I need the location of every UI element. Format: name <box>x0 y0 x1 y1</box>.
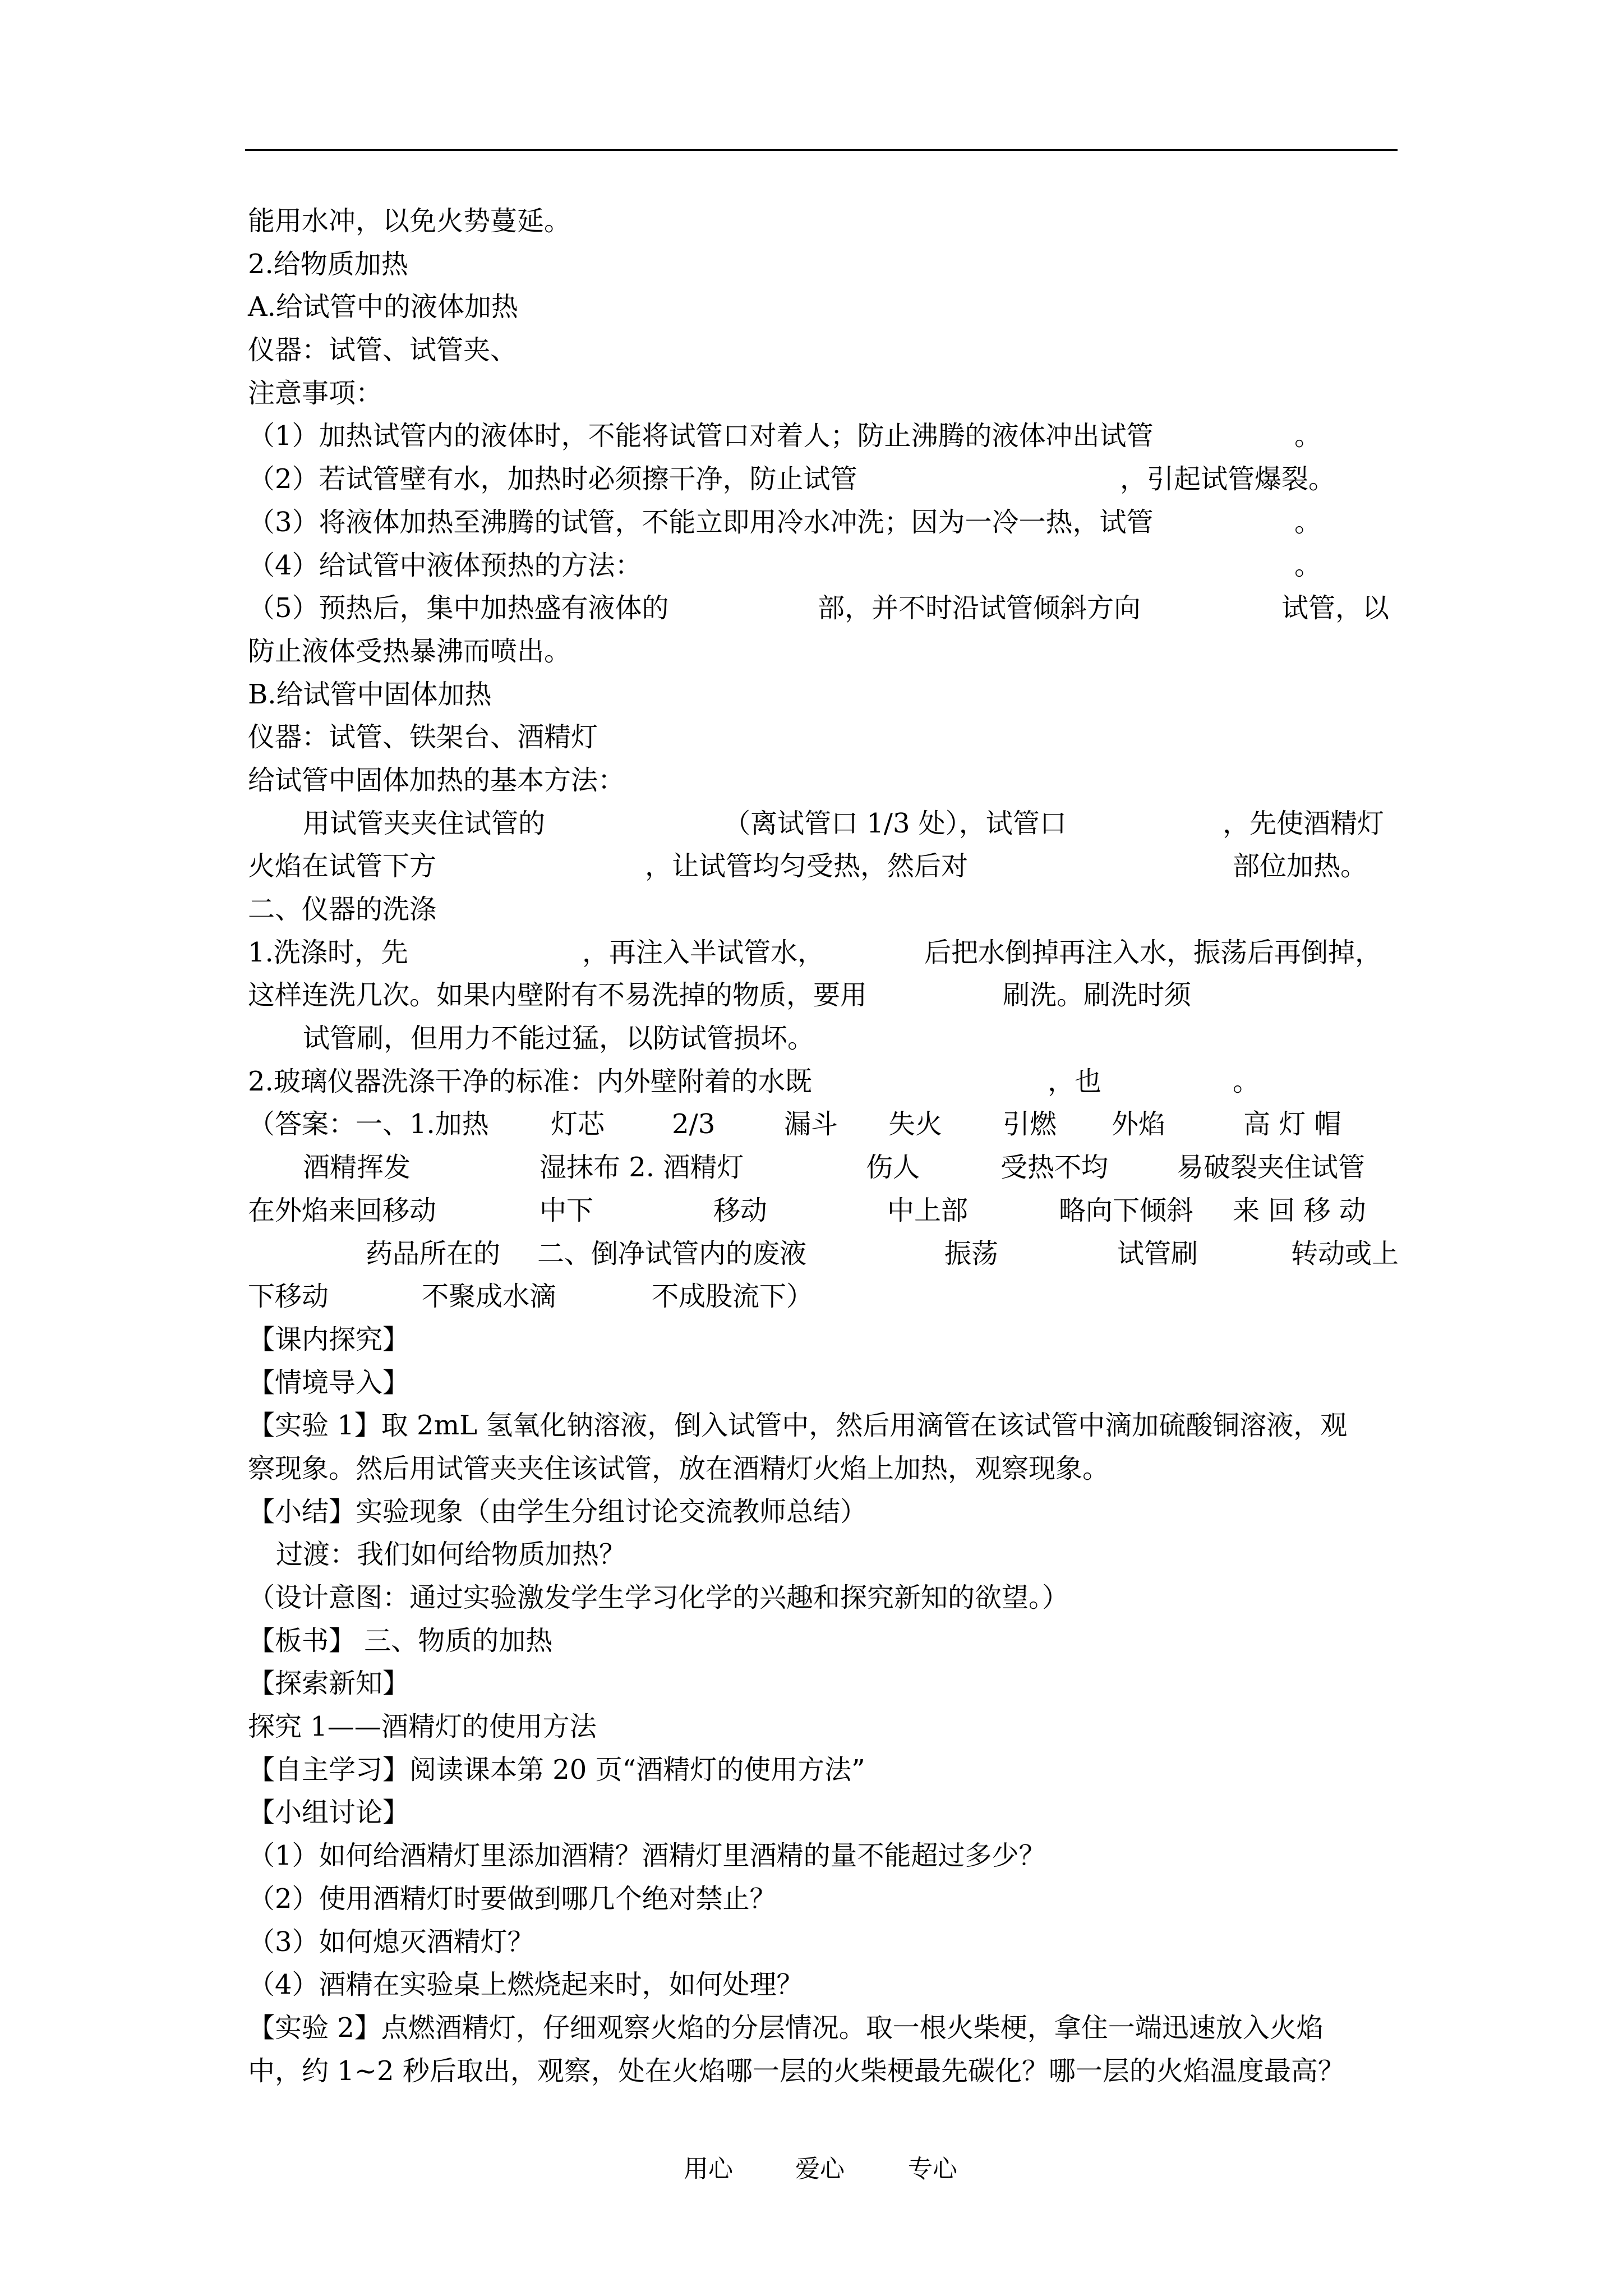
answer-text: 受热不均 <box>1000 1152 1109 1184</box>
text-line <box>248 1576 1403 1619</box>
text: （3）将液体加热至沸腾的试管，不能立即用冷水冲洗；因为一冷一热，试管 <box>248 506 1154 538</box>
text-line <box>248 1705 1403 1749</box>
answer-line <box>248 1189 1403 1232</box>
text: 2.给物质加热 <box>248 248 408 280</box>
text-line <box>248 200 1403 243</box>
answer-text: 来 回 移 动 <box>1233 1194 1366 1226</box>
answer-text: 湿抹布 2. 酒精灯 <box>540 1152 744 1184</box>
text: 过渡：我们如何给物质加热？ <box>276 1539 626 1571</box>
text: 中，约 1~2 秒后取出，观察，处在火焰哪一层的火柴梗最先碳化？哪一层的火焰温度最高？ <box>248 2055 1345 2087</box>
answer-text: 振荡 <box>944 1237 999 1269</box>
text: 给试管中固体加热的基本方法： <box>248 764 625 796</box>
text-line <box>248 329 1403 372</box>
text-line <box>248 1619 1403 1663</box>
question-line <box>248 1963 1403 2007</box>
text: ，引起试管爆裂。 <box>1120 463 1336 495</box>
text: 2.玻璃仪器洗涤干净的标准：内外壁附着的水既 <box>248 1065 812 1097</box>
text: 【自主学习】阅读课本第 20 页“酒精灯的使用方法” <box>248 1754 865 1786</box>
text-line <box>248 1749 1403 1792</box>
text: （3）如何熄灭酒精灯？ <box>248 1926 534 1958</box>
bracket-heading <box>248 1791 1403 1834</box>
text: （4）给试管中液体预热的方法： <box>248 549 642 581</box>
fill-blank-line <box>248 931 1403 974</box>
text: 察现象。然后用试管夹夹住该试管，放在酒精灯火焰上加热，观察现象。 <box>248 1452 1110 1484</box>
text: 【情境导入】 <box>248 1366 410 1398</box>
section-heading <box>248 243 1403 286</box>
text: 。 <box>1233 1065 1260 1097</box>
text: 火焰在试管下方 <box>248 850 437 882</box>
text: （1）加热试管内的液体时，不能将试管口对着人；防止沸腾的液体冲出试管 <box>248 420 1154 452</box>
page-footer <box>0 2148 1623 2188</box>
text-line <box>248 759 1403 802</box>
text: 【板书】 三、物质的加热 <box>248 1625 553 1657</box>
text: A.给试管中的液体加热 <box>248 291 518 323</box>
question-line <box>248 1921 1403 1964</box>
text-line <box>248 630 1403 673</box>
footer-text: 爱心 <box>795 2155 845 2183</box>
text: 。 <box>1294 420 1322 452</box>
answer-text: 转动或上 <box>1291 1237 1399 1269</box>
text: （1）如何给酒精灯里添加酒精？酒精灯里酒精的量不能超过多少？ <box>248 1840 1046 1872</box>
text: （2）若试管壁有水，加热时必须擦干净，防止试管 <box>248 463 857 495</box>
answer-text: 在外焰来回移动 <box>248 1194 437 1226</box>
answer-text: 下移动 <box>248 1281 329 1313</box>
text: 【实验 1】取 2mL 氢氧化钠溶液，倒入试管中，然后用滴管在该试管中滴加硫酸铜溶液，观 <box>248 1410 1348 1442</box>
answer-text: 酒精挥发 <box>303 1152 411 1184</box>
text-line <box>248 716 1403 759</box>
answer-text: 2/3 <box>672 1108 716 1140</box>
answer-text: 中上部 <box>887 1194 969 1226</box>
answer-text: 高 灯 帽 <box>1243 1108 1341 1140</box>
text: 防止液体受热暴沸而喷出。 <box>248 635 571 667</box>
subsection-heading <box>248 673 1403 716</box>
text: 二、仪器的洗涤 <box>248 894 437 925</box>
text: （4）酒精在实验桌上燃烧起来时，如何处理？ <box>248 1969 804 2001</box>
bracket-heading <box>248 1361 1403 1405</box>
answer-line <box>248 1103 1403 1146</box>
subsection-heading <box>248 286 1403 329</box>
text: 注意事项： <box>248 377 383 409</box>
text-line <box>248 1533 1403 1576</box>
fill-blank-line <box>248 458 1403 501</box>
text: （离试管口 1/3 处），试管口 <box>723 807 1067 839</box>
text: 这样连洗几次。如果内壁附有不易洗掉的物质，要用 <box>248 979 868 1011</box>
answer-text: 移动 <box>713 1194 768 1226</box>
text: ，再注入半试管水， <box>582 936 825 968</box>
fill-blank-line <box>248 587 1403 630</box>
answer-line <box>248 1146 1403 1189</box>
text: 用试管夹夹住试管的 <box>303 807 546 839</box>
bracket-heading <box>248 1318 1403 1361</box>
text-line <box>248 372 1403 415</box>
answer-text: 药品所在的 <box>366 1237 501 1269</box>
answer-text: 不聚成水滴 <box>422 1281 557 1313</box>
answer-text: 外焰 <box>1112 1108 1166 1140</box>
text: （2）使用酒精灯时要做到哪几个绝对禁止？ <box>248 1883 777 1915</box>
answer-line <box>248 1275 1403 1318</box>
text: （设计意图：通过实验激发学生学习化学的兴趣和探究新知的欲望。） <box>248 1582 1069 1613</box>
text: 试管刷，但用力不能过猛，以防试管损坏。 <box>303 1023 815 1055</box>
text-line <box>248 1404 1403 1447</box>
fill-blank-line <box>248 501 1403 544</box>
fill-blank-line <box>248 544 1403 587</box>
text-line <box>248 1490 1403 1534</box>
answer-text: 试管刷 <box>1117 1237 1198 1269</box>
text: 试管，以 <box>1281 592 1390 624</box>
answer-text: 失火 <box>888 1108 943 1140</box>
fill-blank-line <box>248 415 1403 458</box>
text: 仪器：试管、铁架台、酒精灯 <box>248 721 598 753</box>
document-body <box>248 200 1403 2092</box>
text: 能用水冲，以免火势蔓延。 <box>248 205 571 237</box>
text: 。 <box>1294 549 1322 581</box>
text: 【课内探究】 <box>248 1323 410 1355</box>
text-line <box>248 2007 1403 2050</box>
question-line <box>248 1834 1403 1878</box>
answer-text: 灯芯 <box>551 1108 605 1140</box>
text: 部位加热。 <box>1233 850 1368 882</box>
text-line <box>248 1447 1403 1490</box>
text: 刷洗。刷洗时须 <box>1003 979 1192 1011</box>
text: 仪器：试管、试管夹、 <box>248 334 518 366</box>
text: 【小结】实验现象（由学生分组讨论交流教师总结） <box>248 1496 868 1527</box>
answer-text: 引燃 <box>1003 1108 1057 1140</box>
text: ，先使酒精灯 <box>1223 807 1385 839</box>
text: ，也 <box>1048 1065 1102 1097</box>
text: 后把水倒掉再注入水，振荡后再倒掉， <box>924 936 1382 968</box>
text: ，让试管均匀受热，然后对 <box>645 850 969 882</box>
answer-line <box>248 1232 1403 1276</box>
text: 。 <box>1294 506 1322 538</box>
text: （5）预热后，集中加热盛有液体的 <box>248 592 669 624</box>
text: B.给试管中固体加热 <box>248 678 492 710</box>
text-line <box>248 1017 1403 1060</box>
text: 探究 1——酒精灯的使用方法 <box>248 1711 597 1743</box>
fill-blank-line <box>248 1060 1403 1103</box>
text: 部，并不时沿试管倾斜方向 <box>818 592 1141 624</box>
fill-blank-line <box>248 845 1403 888</box>
answer-text: 二、倒净试管内的废液 <box>537 1237 807 1269</box>
header-rule <box>245 149 1398 151</box>
answer-text: 不成股流下） <box>652 1281 814 1313</box>
answer-text: 中下 <box>540 1194 594 1226</box>
fill-blank-line <box>248 974 1403 1017</box>
footer-text: 用心 <box>684 2155 733 2183</box>
question-line <box>248 1878 1403 1921</box>
bracket-heading <box>248 1662 1403 1705</box>
answer-text: 略向下倾斜 <box>1059 1194 1194 1226</box>
text-line <box>248 2050 1403 2093</box>
section-heading <box>248 888 1403 931</box>
answer-text: 伤人 <box>866 1152 920 1184</box>
answer-text: 漏斗 <box>784 1108 838 1140</box>
answer-text: （答案：一、1.加热 <box>248 1108 489 1140</box>
text: 【实验 2】点燃酒精灯，仔细观察火焰的分层情况。取一根火柴梗，拿住一端迅速放入火焰 <box>248 2012 1324 2044</box>
text: 【探索新知】 <box>248 1668 410 1700</box>
text: 【小组讨论】 <box>248 1797 410 1829</box>
text: 1.洗涤时，先 <box>248 936 408 968</box>
answer-text: 易破裂夹住试管 <box>1177 1152 1366 1184</box>
footer-text: 专心 <box>908 2155 957 2183</box>
fill-blank-line <box>248 802 1403 845</box>
